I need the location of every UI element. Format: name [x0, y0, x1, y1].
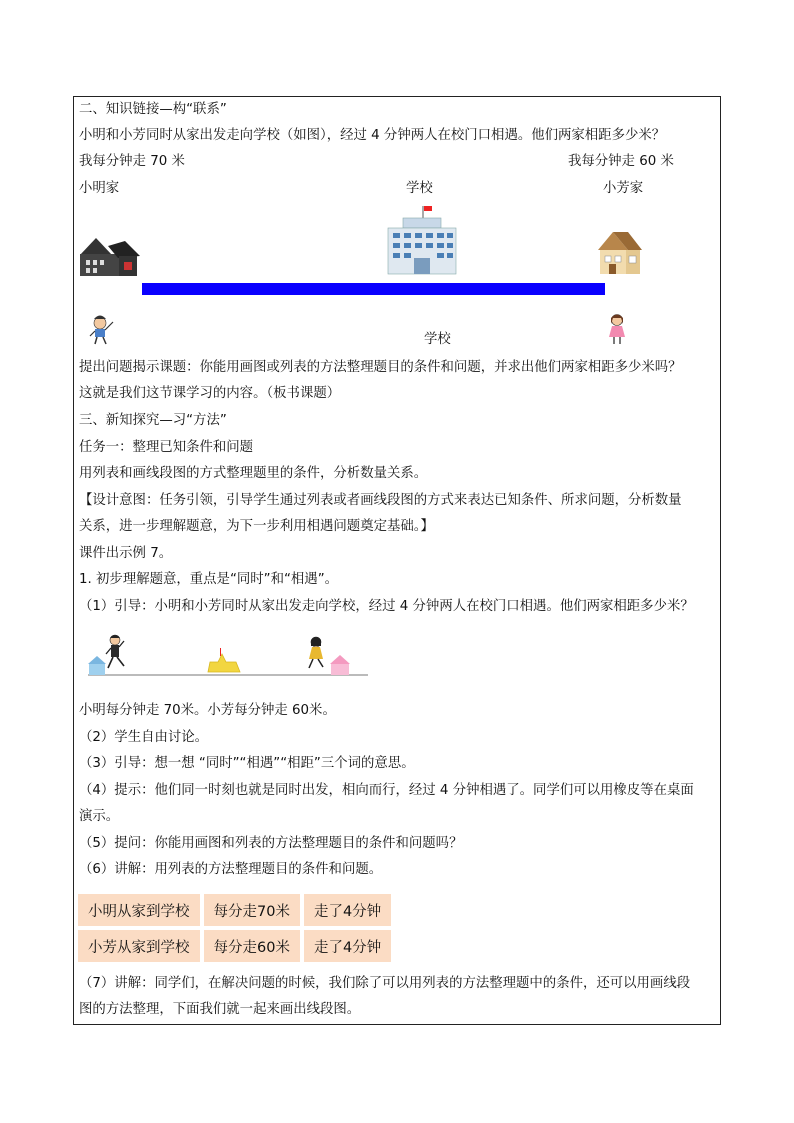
- step-3: （3）引导：想一想 “同时”“相遇”“相距”三个词的意思。: [79, 756, 415, 771]
- boy-running-icon: [106, 635, 124, 668]
- xiaofang-speed-label: 我每分钟走 60 米: [568, 154, 674, 169]
- step-5: （5）提问：你能用画图和列表的方法整理题目的条件和问题吗？: [79, 836, 463, 851]
- step-4-line2: 演示。: [79, 809, 120, 824]
- step-1-guide: （1）引导：小明和小芳同时从家出发走向学校，经过 4 分钟两人在校门口相遇。他们两家相距多少米？: [79, 599, 694, 614]
- speed-conditions: 小明每分钟走 70米。小芳每分钟走 60米。: [79, 703, 336, 718]
- topic-question: 提出问题揭示课题：你能用画图或列表的方法整理题目的条件和问题，并求出他们两家相距多少米吗？: [79, 360, 682, 375]
- school-small-icon: [208, 648, 240, 672]
- table-cell: 走了4分钟: [304, 894, 391, 926]
- task-one-title: 任务一：整理已知条件和问题: [79, 440, 254, 455]
- design-intent-line2: 关系，进一步理解题意，为下一步利用相遇问题奠定基础。】: [79, 519, 434, 534]
- step-7-line1: （7）讲解：同学们，在解决问题的时候，我们除了可以用列表的方法整理题中的条件，还可以用画线段: [79, 976, 691, 991]
- section-heading-3: 三、新知探究—习“方法”: [79, 413, 227, 428]
- table-row: [78, 930, 391, 962]
- xiaoming-speed-label: 我每分钟走 70 米: [79, 154, 185, 169]
- table-cell: 走了4分钟: [304, 930, 391, 962]
- conditions-table: [78, 890, 391, 966]
- school-label-bottom: 学校: [424, 332, 451, 347]
- problem-text: 小明和小芳同时从家出发走向学校（如图），经过 4 分钟两人在校门口相遇。他们两家相距多少米？: [79, 128, 666, 143]
- table-cell: 每分走70米: [204, 894, 304, 926]
- step-1-title: 1. 初步理解题意，重点是“同时”和“相遇”。: [79, 572, 339, 587]
- design-intent-line1: 【设计意图：任务引领，引导学生通过列表或者画线段图的方式来表达已知条件、所求问题，分析数量: [79, 493, 682, 508]
- table-row: [78, 894, 391, 926]
- table-cell: 每分走60米: [204, 930, 304, 962]
- step-4-line1: （4）提示：他们同一时刻也就是同时出发，相向而行，经过 4 分钟相遇了。同学们可以用橡皮等在桌面: [79, 783, 694, 798]
- school-label-top: 学校: [406, 181, 433, 196]
- section-heading-2: 二、知识链接—构“联系”: [79, 102, 227, 117]
- topic-note: 这就是我们这节课学习的内容。（板书课题）: [79, 386, 341, 401]
- girl-running-icon: [309, 637, 323, 668]
- left-house-small-icon: [88, 656, 106, 675]
- table-cell: 小明从家到学校: [78, 894, 204, 926]
- example-note: 课件出示例 7。: [79, 546, 173, 561]
- step-7-line2: 图的方法整理，下面我们就一起来画出线段图。: [79, 1002, 361, 1017]
- xiaoming-home-label: 小明家: [79, 181, 120, 196]
- right-house-small-icon: [330, 655, 350, 675]
- step-6: （6）讲解：用列表的方法整理题目的条件和问题。: [79, 862, 383, 877]
- table-cell: 小芳从家到学校: [78, 930, 204, 962]
- step-2: （2）学生自由讨论。: [79, 730, 209, 745]
- task-one-desc: 用列表和画线段图的方式整理题里的条件，分析数量关系。: [79, 466, 428, 481]
- xiaofang-home-label: 小芳家: [603, 181, 644, 196]
